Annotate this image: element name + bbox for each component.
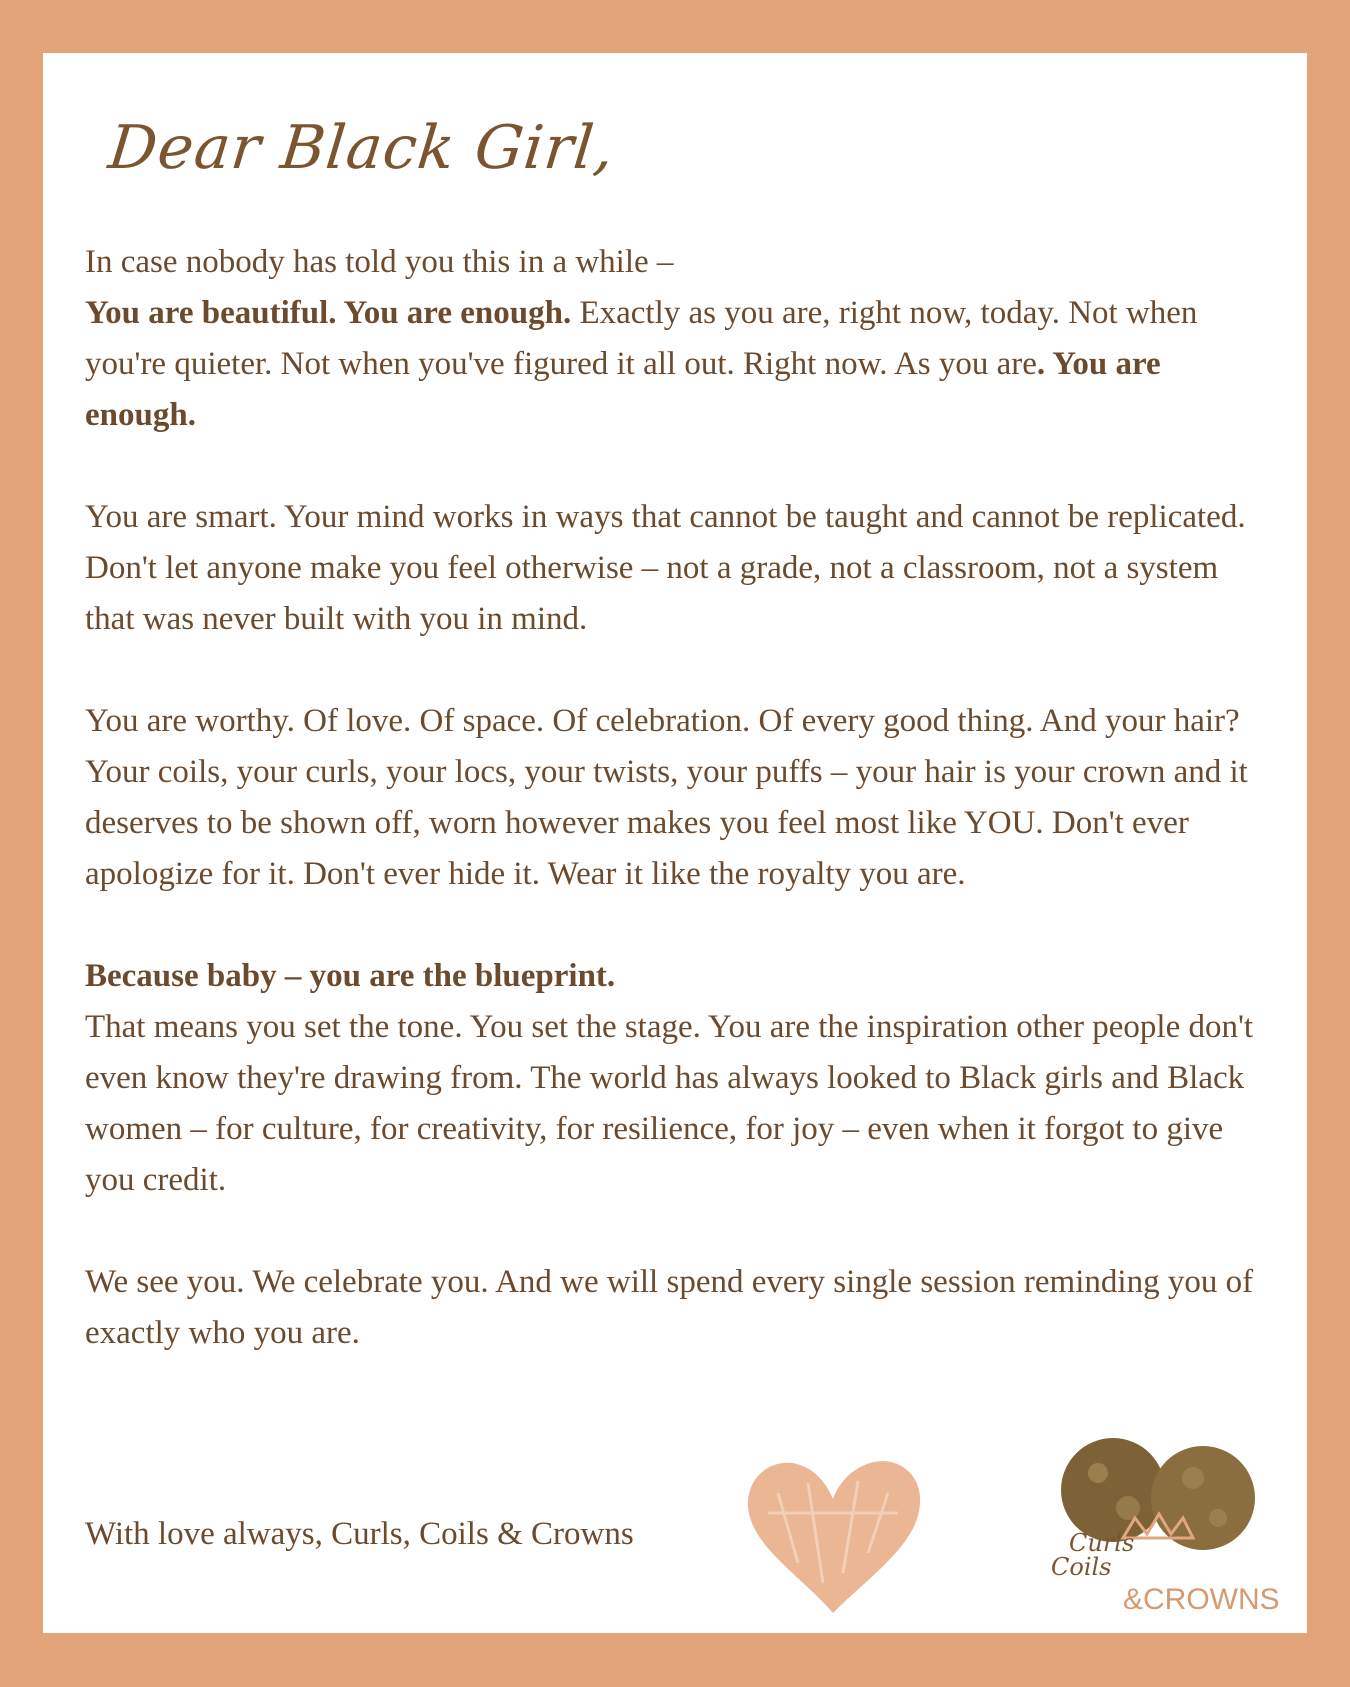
p1-bold-1: You are beautiful. You are enough.: [85, 295, 572, 331]
logo-line-2: Coils: [1051, 1553, 1112, 1581]
salutation: Dear Black Girl,: [105, 113, 618, 183]
paragraph-1: [85, 237, 1275, 441]
paragraph-3: You are worthy. Of love. Of space. Of celebration. Of every good thing. And your hair? Your coils, your curls, your locs, your twists, your puffs – your hair is your crown and it deserves to be shown off, worn however makes you feel most like YOU. Don't ever apologize for it. Don't ever hide it. Wear it like the royalty you are.: [85, 703, 1248, 892]
p4-text: That means you set the tone. You set the stage. You are the inspiration other people don't even know they're drawing from. The world has always looked to Black girls and Black women – for culture, for creativity, for resilience, for joy – even when it forgot to give you credit.: [85, 1009, 1254, 1198]
p1-text-1: Exactly as you are, right now, today. Not when you're quieter. Not when you've figured it all out. Right now. As you are: [85, 295, 1198, 382]
signoff: With love always, Curls, Coils & Crowns: [85, 1516, 634, 1552]
paragraph-4: [85, 951, 1275, 1206]
p4-bold: Because baby – you are the blueprint.: [85, 958, 616, 994]
heart-icon: [738, 1453, 928, 1623]
logo-line-3: &CROWNS: [1123, 1583, 1280, 1616]
paragraph-5: We see you. We celebrate you. And we will spend every single session reminding you of exactly who you are.: [85, 1264, 1254, 1351]
logo-script-text: [1051, 1531, 1134, 1579]
paragraph-2: You are smart. Your mind works in ways that cannot be taught and cannot be replicated. Don't let anyone make you feel otherwise – not a grade, not a classroom, not a system that was never built with you in mind.: [85, 499, 1246, 637]
letter-card: [43, 53, 1307, 1633]
logo-line-1: Curls: [1069, 1529, 1135, 1557]
letter-body: [85, 237, 1275, 1410]
p1-bold-2: . You are enough.: [85, 346, 1161, 433]
p1-intro: In case nobody has told you this in a while –: [85, 244, 674, 280]
